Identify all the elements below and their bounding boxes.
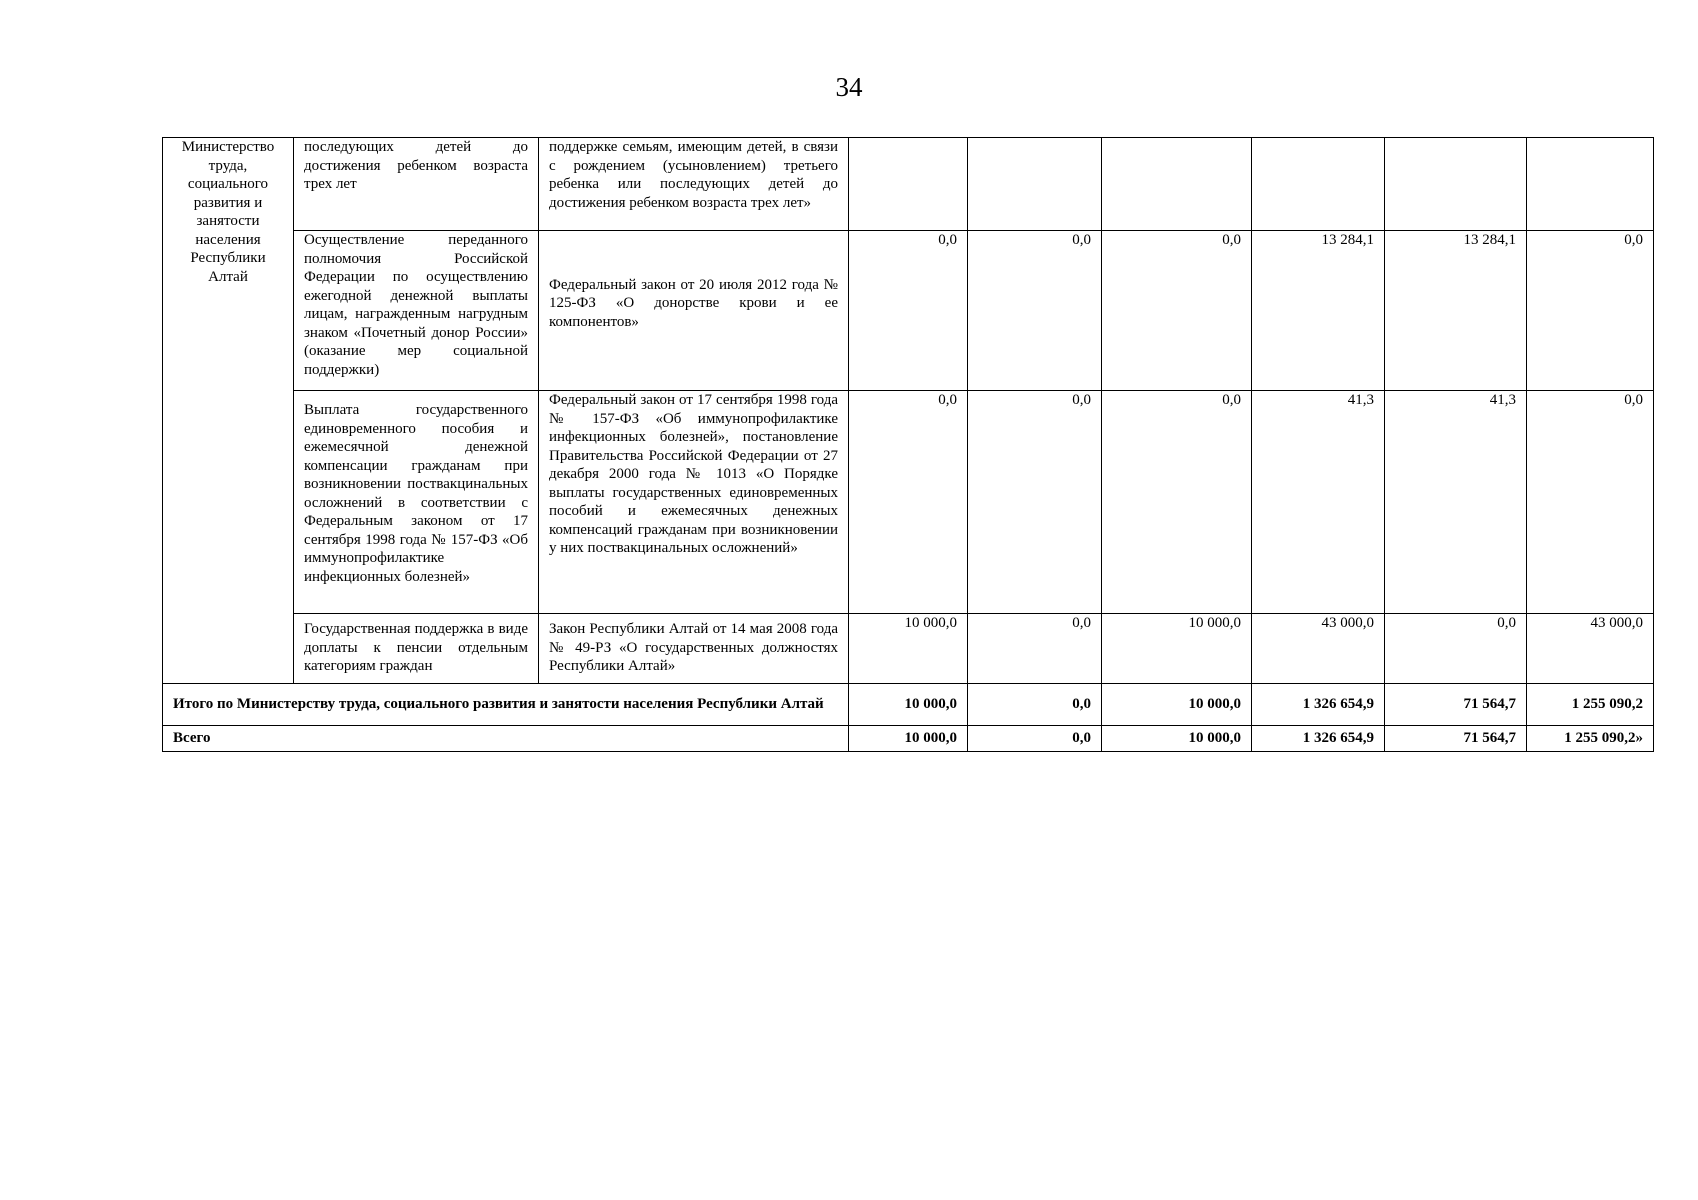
value-cell: 0,0 — [968, 614, 1102, 684]
value-cell: 43 000,0 — [1252, 614, 1385, 684]
total-value-cell: 71 564,7 — [1385, 726, 1527, 752]
value-cell — [849, 138, 968, 231]
total-value-cell: 1 255 090,2 — [1527, 684, 1654, 726]
description-cell: Осуществление переданного полномочия Российской Федерации по осуществлению ежегодной денежной выплаты лицам, награжденным нагрудным знаком «Почетный донор России» (оказание мер социальной поддержки) — [294, 231, 539, 391]
description-cell: Выплата государственного единовременного пособия и ежемесячной денежной компенсации гражданам при возникновении поствакцинальных осложнений в соответствии с Федеральным законом от 17 сентября 1998 года № 157-ФЗ «Об иммунопрофилактике инфекционных болезней» — [294, 391, 539, 614]
total-value-cell: 0,0 — [968, 684, 1102, 726]
total-value-cell: 1 326 654,9 — [1252, 726, 1385, 752]
table-row — [163, 138, 1654, 231]
total-value-cell: 0,0 — [968, 726, 1102, 752]
value-cell: 13 284,1 — [1252, 231, 1385, 391]
value-cell: 0,0 — [1102, 391, 1252, 614]
value-cell: 10 000,0 — [849, 614, 968, 684]
law-cell: Федеральный закон от 20 июля 2012 года № 125-ФЗ «О донорстве крови и ее компонентов» — [539, 231, 849, 391]
value-cell: 0,0 — [849, 391, 968, 614]
value-cell — [968, 138, 1102, 231]
value-cell: 0,0 — [968, 391, 1102, 614]
law-cell: Закон Республики Алтай от 14 мая 2008 года № 49-РЗ «О государственных должностях Республики Алтай» — [539, 614, 849, 684]
value-cell: 0,0 — [968, 231, 1102, 391]
table-row — [163, 391, 1654, 614]
ministry-total-row — [163, 684, 1654, 726]
value-cell — [1385, 138, 1527, 231]
value-cell: 41,3 — [1252, 391, 1385, 614]
value-cell: 0,0 — [1385, 614, 1527, 684]
value-cell — [1527, 138, 1654, 231]
value-cell — [1252, 138, 1385, 231]
value-cell: 13 284,1 — [1385, 231, 1527, 391]
total-value-cell: 1 326 654,9 — [1252, 684, 1385, 726]
ministry-total-label: Итого по Министерству труда, социального развития и занятости населения Республики Алтай — [163, 684, 849, 726]
value-cell: 0,0 — [1102, 231, 1252, 391]
table-row — [163, 614, 1654, 684]
grand-total-row — [163, 726, 1654, 752]
total-value-cell: 10 000,0 — [849, 726, 968, 752]
total-value-cell: 71 564,7 — [1385, 684, 1527, 726]
page-number: 34 — [835, 72, 863, 102]
grand-total-label: Всего — [163, 726, 849, 752]
value-cell: 0,0 — [1527, 231, 1654, 391]
value-cell: 43 000,0 — [1527, 614, 1654, 684]
value-cell: 10 000,0 — [1102, 614, 1252, 684]
value-cell: 41,3 — [1385, 391, 1527, 614]
budget-table — [162, 137, 1654, 752]
ministry-cell: Министерство труда, социального развития и занятости населения Республики Алтай — [163, 138, 294, 684]
law-cell: Федеральный закон от 17 сентября 1998 года № 157-ФЗ «Об иммунопрофилактике инфекционных болезней», постановление Правительства Российской Федерации от 27 декабря 2000 года № 1013 «О Порядке выплаты государственных единовременных пособий и ежемесячных денежных компенсаций гражданам при возникновении у них поствакцинальных осложнений» — [539, 391, 849, 614]
law-cell: поддержке семьям, имеющим детей, в связи с рождением (усыновлением) третьего ребенка или последующих детей до достижения ребенком возраста трех лет» — [539, 138, 849, 231]
total-value-cell: 10 000,0 — [1102, 684, 1252, 726]
total-value-cell: 10 000,0 — [849, 684, 968, 726]
total-value-cell: 10 000,0 — [1102, 726, 1252, 752]
value-cell: 0,0 — [849, 231, 968, 391]
table-row — [163, 231, 1654, 391]
value-cell — [1102, 138, 1252, 231]
description-cell: Государственная поддержка в виде доплаты к пенсии отдельным категориям граждан — [294, 614, 539, 684]
total-value-cell: 1 255 090,2» — [1527, 726, 1654, 752]
description-cell: последующих детей до достижения ребенком возраста трех лет — [294, 138, 539, 231]
value-cell: 0,0 — [1527, 391, 1654, 614]
